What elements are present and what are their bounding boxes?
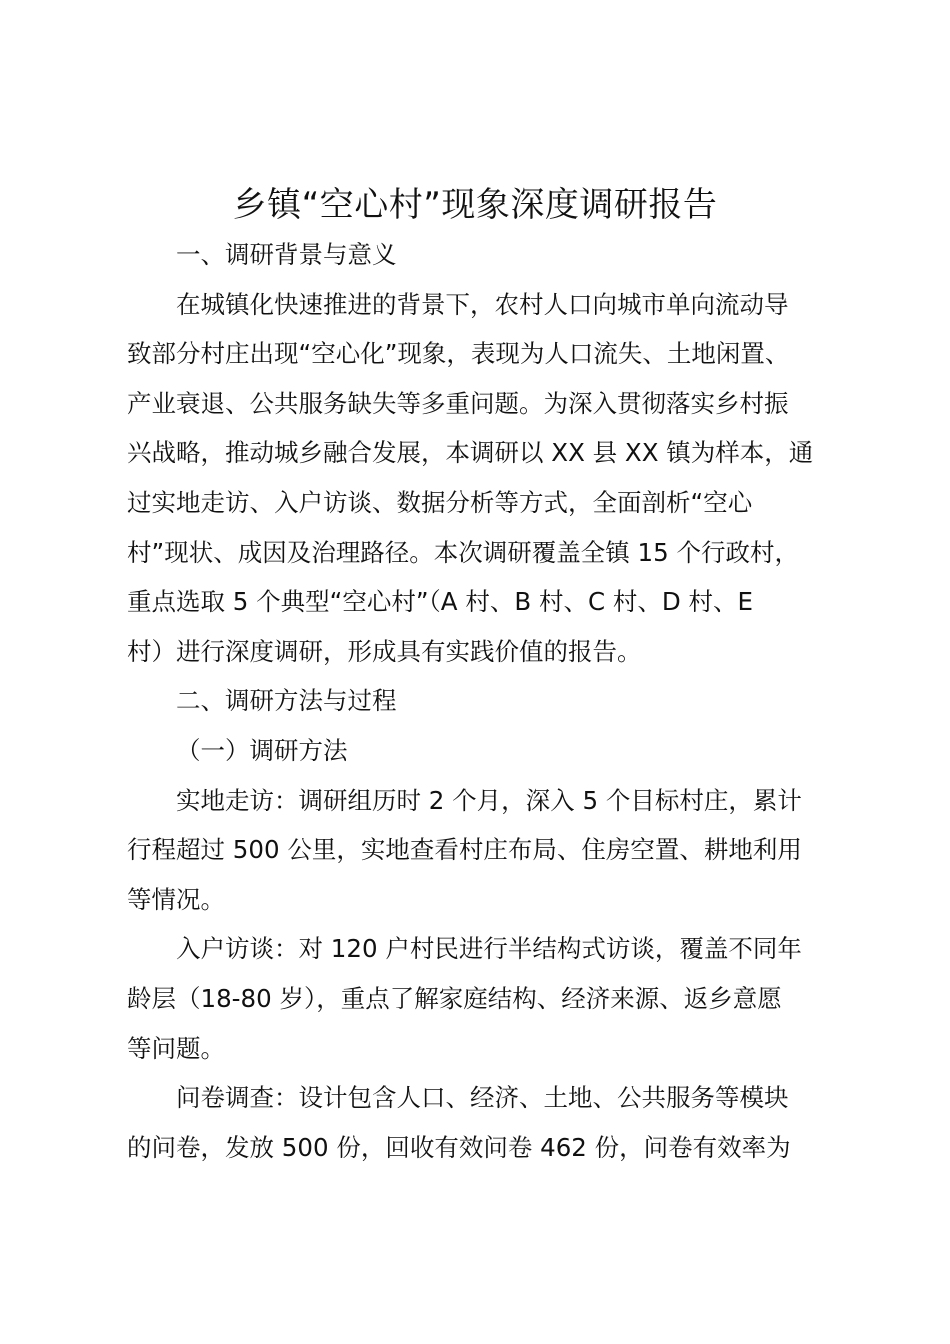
paragraph-1-line-1: 在城镇化快速推进的背景下，农村人口向城市单向流动导 [176, 289, 789, 319]
paragraph-1-line-8: 村）进行深度调研，形成具有实践价值的报告。 [127, 636, 642, 666]
document-body [127, 230, 862, 1172]
paragraph-2-line-1: 实地走访：调研组历时 2 个月，深入 5 个目标村庄，累计 [176, 785, 802, 815]
section-heading-1: 一、调研背景与意义 [176, 240, 397, 269]
paragraph-1-line-5: 过实地走访、入户访谈、数据分析等方式，全面剖析“空心 [127, 487, 753, 517]
paragraph-3-line-3: 等问题。 [127, 1033, 225, 1063]
paragraph-1-line-2: 致部分村庄出现“空心化”现象，表现为人口流失、土地闲置、 [127, 339, 790, 369]
paragraph-2-line-3: 等情况。 [127, 884, 225, 914]
subsection-heading-1: （一）调研方法 [176, 735, 348, 765]
paragraph-2-line-2: 行程超过 500 公里，实地查看村庄布局、住房空置、耕地利用 [127, 835, 802, 865]
paragraph-4-line-1: 问卷调查：设计包含人口、经济、土地、公共服务等模块 [176, 1083, 789, 1113]
paragraph-3-line-2: 龄层（18-80 岁），重点了解家庭结构、经济来源、返乡意愿 [127, 983, 782, 1013]
paragraph-4-line-2: 的问卷，发放 500 份，回收有效问卷 462 份，问卷有效率为 [127, 1132, 791, 1162]
section-heading-2: 二、调研方法与过程 [176, 686, 397, 716]
document-title: 乡镇“空心村”现象深度调研报告 [232, 185, 718, 225]
paragraph-1-line-4: 兴战略，推动城乡融合发展，本调研以 XX 县 XX 镇为样本，通 [127, 438, 814, 468]
paragraph-1-line-6: 村”现状、成因及治理路径。本次调研覆盖全镇 15 个行政村， [127, 537, 799, 567]
paragraph-1-line-7: 重点选取 5 个典型“空心村”（A 村、B 村、C 村、D 村、E [127, 587, 753, 617]
paragraph-1-line-3: 产业衰退、公共服务缺失等多重问题。为深入贯彻落实乡村振 [127, 388, 789, 418]
paragraph-3-line-1: 入户访谈：对 120 户村民进行半结构式访谈，覆盖不同年 [176, 934, 802, 964]
